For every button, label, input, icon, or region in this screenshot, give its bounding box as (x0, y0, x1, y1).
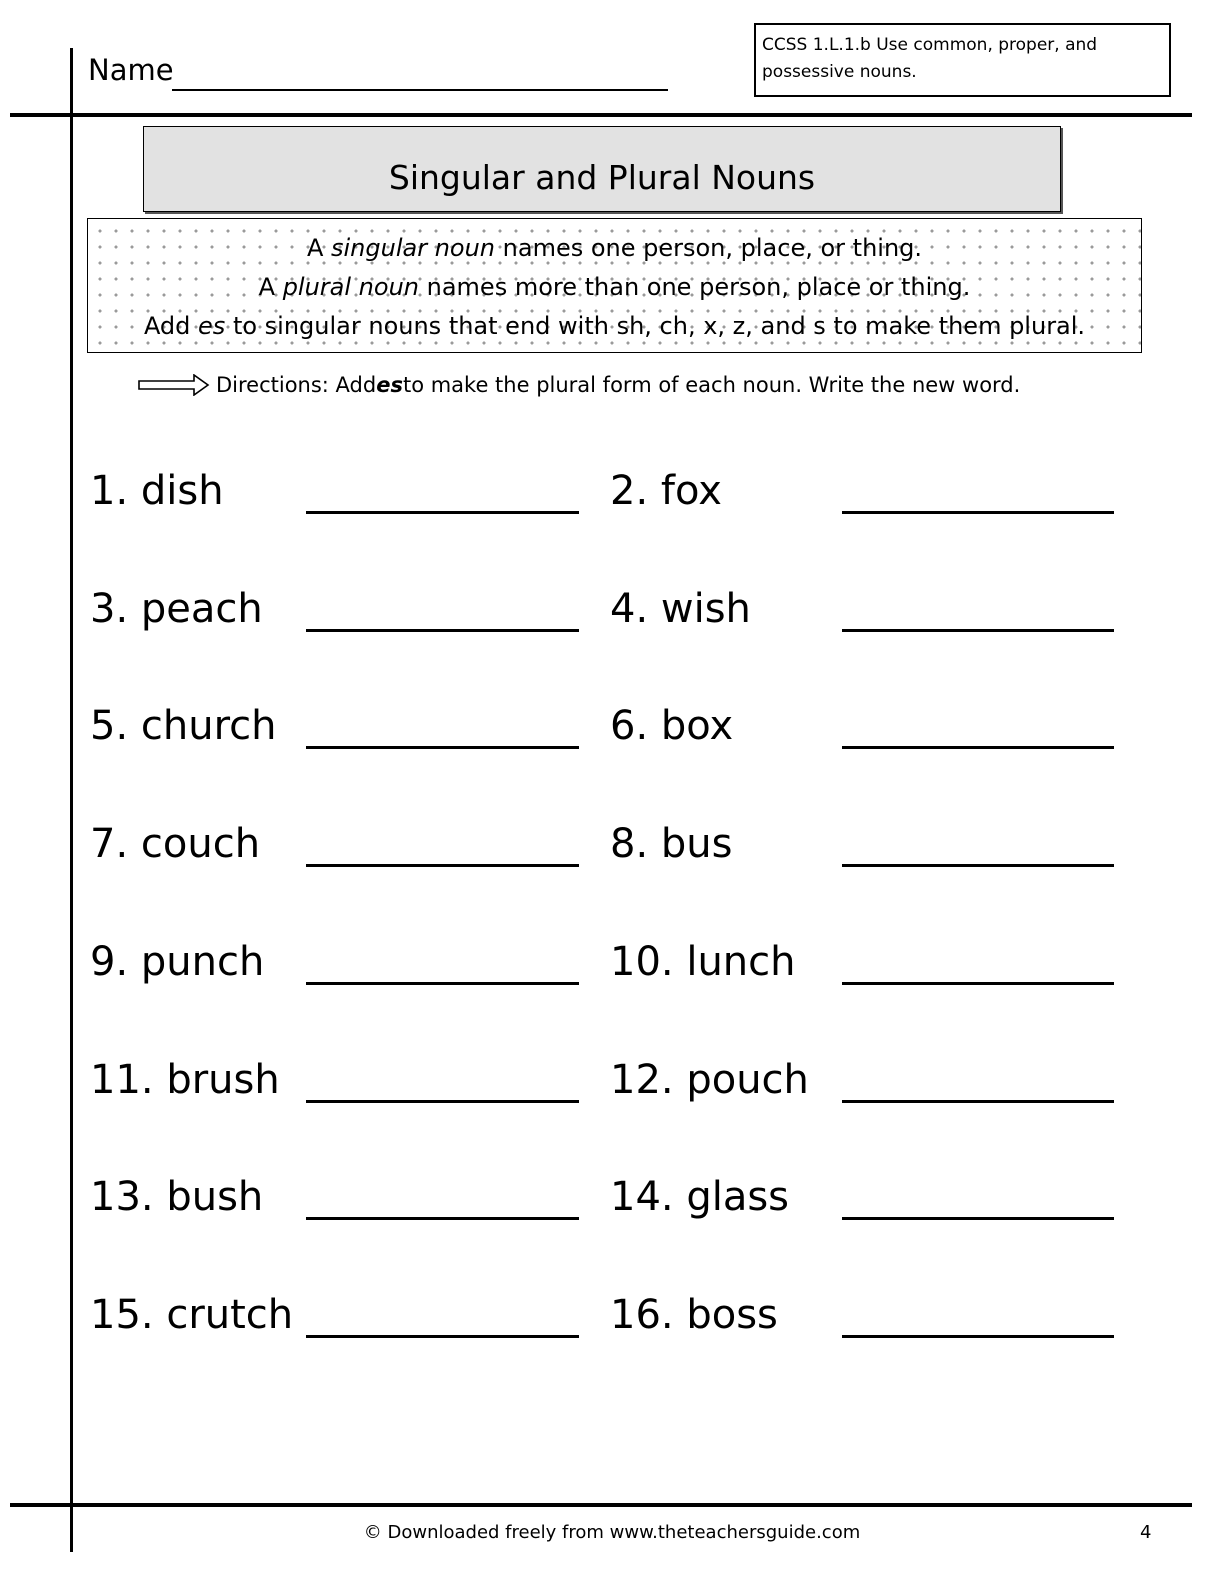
answer-line[interactable] (842, 864, 1114, 867)
answer-line[interactable] (306, 511, 579, 514)
exercise-word: 12. pouch (610, 1056, 809, 1103)
exercise-word: 10. lunch (610, 938, 796, 985)
standard-text-line-1: CCSS 1.L.1.b Use common, proper, and (762, 35, 1098, 55)
answer-line[interactable] (306, 1217, 579, 1220)
exercise-word: 11. brush (90, 1056, 280, 1103)
rule-text: A (306, 234, 331, 262)
rule-line-singular (88, 229, 1141, 268)
exercise-word: 5. church (90, 703, 277, 750)
answer-line[interactable] (842, 1217, 1114, 1220)
answer-line[interactable] (306, 1335, 579, 1338)
rule-text: names more than one person, place or thing. (419, 273, 971, 301)
answer-line[interactable] (306, 982, 579, 985)
footer-rule (10, 1503, 1192, 1507)
rule-line-plural (88, 268, 1141, 307)
answer-line[interactable] (842, 1335, 1114, 1338)
rule-box (87, 218, 1142, 353)
exercise-word: 16. boss (610, 1291, 778, 1338)
answer-line[interactable] (842, 982, 1114, 985)
answer-line[interactable] (306, 746, 579, 749)
rule-line-es (88, 307, 1141, 346)
exercise-word: 15. crutch (90, 1291, 294, 1338)
rule-text: A (258, 273, 283, 301)
footer-credit: © Downloaded freely from www.theteachersguide.com (363, 1522, 861, 1543)
exercise-word: 2. fox (610, 468, 722, 514)
page-title: Singular and Plural Nouns (388, 157, 816, 197)
name-write-line[interactable] (172, 89, 668, 91)
directions (138, 370, 1020, 400)
exercise-word: 4. wish (610, 585, 751, 632)
exercise-word: 6. box (610, 703, 734, 750)
exercise-word: 7. couch (90, 821, 261, 868)
rule-text: Add (143, 312, 199, 340)
exercise-word: 9. punch (90, 938, 265, 985)
exercise-word: 14. glass (610, 1174, 790, 1221)
margin-line (70, 48, 73, 1552)
answer-line[interactable] (306, 1100, 579, 1103)
answer-line[interactable] (842, 746, 1114, 749)
standard-box (754, 23, 1171, 97)
directions-text: to make the plural form of each noun. Write the new word. (402, 373, 1021, 397)
arrow-right-icon (138, 374, 210, 396)
term-es: es (198, 312, 226, 340)
exercise-word: 13. bush (90, 1174, 264, 1221)
header-rule (10, 113, 1192, 117)
rule-text: to singular nouns that end with sh, ch, x, z, and s to make them plural. (225, 312, 1086, 340)
exercise-word: 8. bus (610, 821, 733, 868)
exercise-word: 1. dish (90, 468, 224, 514)
answer-line[interactable] (842, 511, 1114, 514)
page-number: 4 (1140, 1522, 1152, 1543)
answer-line[interactable] (842, 629, 1114, 632)
title-banner (143, 126, 1061, 212)
directions-term-es: es (376, 373, 403, 397)
answer-line[interactable] (306, 629, 579, 632)
answer-line[interactable] (306, 864, 579, 867)
term-singular-noun: singular noun (331, 234, 496, 262)
standard-text-line-2: possessive nouns. (762, 62, 917, 82)
exercise-word: 3. peach (90, 585, 263, 632)
directions-text: Directions: Add (216, 373, 377, 397)
term-plural-noun: plural noun (282, 273, 419, 301)
answer-line[interactable] (842, 1100, 1114, 1103)
name-label: Name (88, 53, 174, 87)
rule-text: names one person, place, or thing. (495, 234, 923, 262)
